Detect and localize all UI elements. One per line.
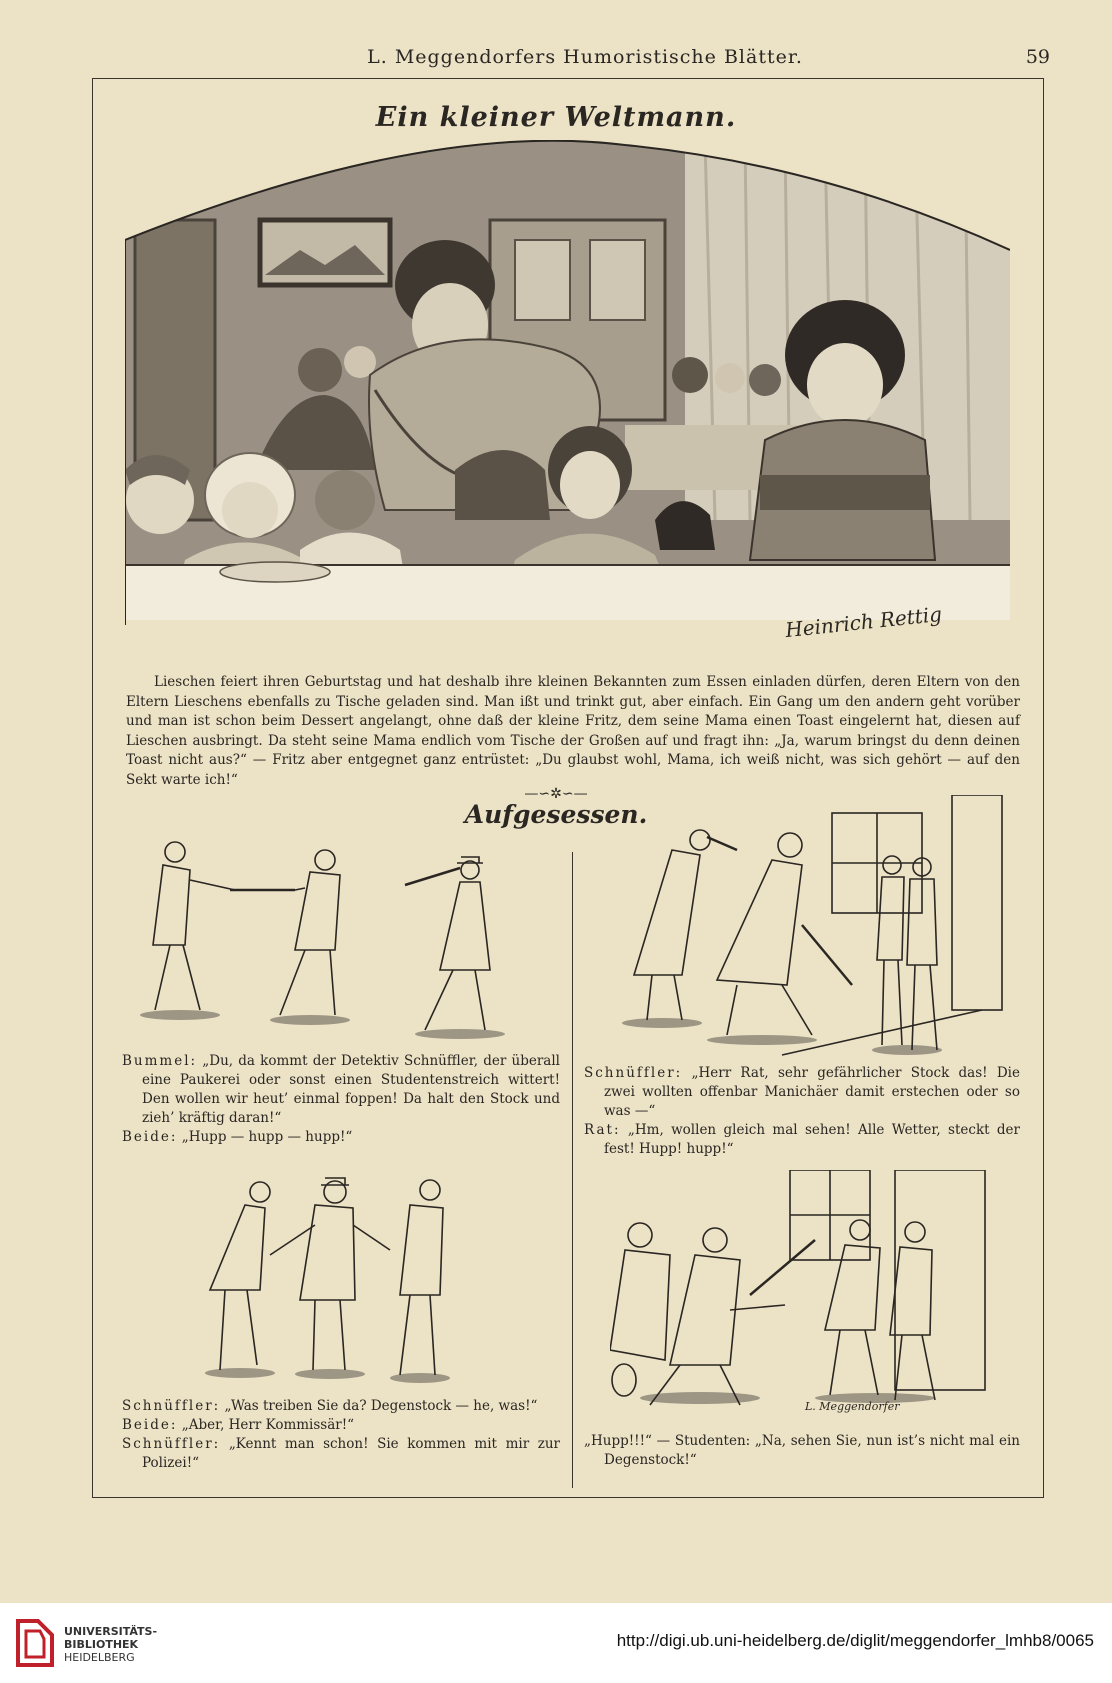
library-line-1: UNIVERSITÄTS- [64, 1625, 158, 1638]
article-title-aufgesessen: Aufgesessen. [464, 800, 648, 829]
speaker-label: Schnüffler: [584, 1065, 683, 1081]
dialogue-text: „Herr Rat, sehr gefährlicher Stock das! Die zwei wollten offenbar Manichäer damit erstechen oder so was —“ [604, 1065, 1020, 1119]
dialogue-text: „Hm, wollen gleich mal sehen! Alle Wetter, steckt der fest! Hupp! hupp!“ [604, 1122, 1021, 1157]
caption-line [584, 1432, 1020, 1470]
speaker-label: Rat: [584, 1122, 621, 1138]
dialogue-text: „Hupp — hupp — hupp!“ [181, 1129, 353, 1145]
panel-4-illustration [610, 1170, 990, 1410]
running-title: L. Meggendorfers Humoristische Blätter. [367, 46, 803, 68]
birthday-dinner-illustration [125, 140, 1010, 670]
dialogue-text: „Hupp!!!“ — Studenten: „Na, sehen Sie, nun ist’s nicht mal ein Degenstock!“ [584, 1433, 1020, 1468]
library-line-3: HEIDELBERG [64, 1651, 135, 1664]
panel-4-caption [584, 1432, 1020, 1470]
speaker-label: Beide: [122, 1417, 178, 1433]
caption-line [584, 1064, 1020, 1121]
library-line-2: BIBLIOTHEK [64, 1638, 139, 1651]
dialogue-text: „Aber, Herr Kommissär!“ [181, 1417, 355, 1433]
dialogue-text: „Kennt man schon! Sie kommen mit mir zur Polizei!“ [142, 1436, 561, 1471]
dialogue-text: „Du, da kommt der Detektiv Schnüffler, der überall eine Paukerei oder sonst einen Studentenstreich wittert! Den wollen wir heut’ einmal foppen! Da halt den Stock und zieh’ kräftig daran!“ [142, 1053, 560, 1126]
panel-3-illustration [185, 1170, 470, 1385]
panel-3-caption [122, 1397, 560, 1473]
panel-divider [572, 852, 573, 1488]
speaker-label: Bummel: [122, 1053, 198, 1069]
caption-line [122, 1052, 560, 1128]
caption-line [584, 1121, 1020, 1159]
caption-line [122, 1416, 560, 1435]
caption-line [122, 1128, 560, 1147]
artist-signature: L. Meggendorfer [805, 1400, 900, 1413]
dialogue-text: „Was treiben Sie da? Degenstock — he, was!“ [224, 1398, 538, 1414]
university-library-logo-icon [14, 1617, 56, 1669]
page-header [120, 46, 1050, 74]
caption-line [122, 1435, 560, 1473]
article-title-weltmann: Ein kleiner Weltmann. [375, 102, 737, 133]
digitization-footer [0, 1603, 1112, 1683]
speaker-label: Schnüffler: [122, 1398, 221, 1414]
section-ornament: —∽✲∽— [524, 786, 588, 802]
source-url-link[interactable]: http://digi.ub.uni-heidelberg.de/diglit/meggendorfer_lmhb8/0065 [616, 1631, 1094, 1650]
caption-line [122, 1397, 560, 1416]
page-number: 59 [1025, 46, 1050, 68]
speaker-label: Beide: [122, 1129, 178, 1145]
story-text: Lieschen feiert ihren Geburtstag und hat deshalb ihre kleinen Bekannten zum Essen einladen dürfen, deren Eltern von den Eltern Lieschens ebenfalls zu Tische geladen sind. Man ißt und trinkt gut, aber einfach. Ein Gang um den andern geht vorüber und man ist schon beim Dessert angelangt, ohne daß der kleine Fritz, dem seine Mama einen Toast eingelernt hat, diesen auf Lieschen ausbringt. Da steht seine Mama endlich vom Tische der Großen auf und fragt ihn: „Ja, warum bringst du denn deinen Toast nicht aus?“ — Fritz aber entgegnet ganz entrüstet: „Du glaubst wohl, Mama, ich weiß nicht, was sich gehört — auf den Sekt warte ich!“ [126, 674, 1020, 788]
panel-1-illustration [135, 830, 535, 1045]
panel-2-caption [584, 1064, 1020, 1159]
panel-1-caption [122, 1052, 560, 1147]
illustrator-signature: Heinrich Rettig [784, 601, 943, 643]
panel-2-illustration [612, 795, 1012, 1065]
speaker-label: Schnüffler: [122, 1436, 221, 1452]
library-name [64, 1625, 157, 1664]
